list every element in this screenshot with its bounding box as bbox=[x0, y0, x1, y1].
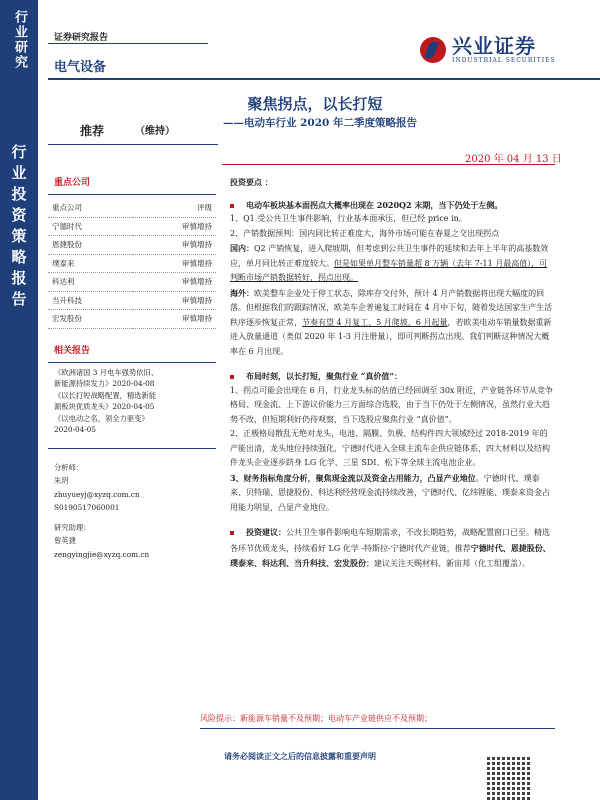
key-companies-table bbox=[48, 199, 216, 329]
related-line: 《欧洲诸国 3 月电车强势依旧、 bbox=[54, 367, 159, 377]
point-1-text: 电动车板块基本面拐点大概率出现在 2020Q2 末期，当下仍处于左侧。 bbox=[246, 199, 503, 210]
company-rating: 审慎增持 bbox=[132, 273, 216, 292]
advice-text: 公共卫生事件影响电车短期需求，不改长期趋势，战略配置窗口已至。精选各环节优质龙头，持续看好 LG 化学 -特斯拉-宁德时代产业链，推荐 bbox=[230, 528, 550, 553]
sector-label: 电气设备 bbox=[54, 60, 107, 75]
report-type-label: 证券研究报告 bbox=[54, 33, 109, 43]
company-rating: 审慎增持 bbox=[132, 254, 216, 273]
rating-label: 推荐 bbox=[80, 124, 105, 138]
header-divider bbox=[48, 43, 208, 44]
table-header-row bbox=[48, 199, 216, 217]
advice-recommended: 宁德时代、恩捷股份、璞泰来、科达利、当升科技、宏发股份 bbox=[230, 542, 551, 568]
assistant-email: zengyingjie@xyzq.com.cn bbox=[54, 549, 150, 559]
main-content bbox=[230, 175, 555, 572]
rating-divider bbox=[48, 144, 218, 145]
logo-mark-icon bbox=[420, 37, 446, 63]
para-domestic bbox=[230, 241, 555, 286]
risk-divider bbox=[200, 728, 555, 729]
point-2-text: 布局时刻，以长打短，聚焦行业 “真价值”： bbox=[246, 371, 402, 381]
company-rating: 审慎增持 bbox=[132, 310, 216, 329]
advice-text-end: ；建议关注天赐材料、新宙邦（化工组覆盖）。 bbox=[366, 559, 530, 568]
related-reports-divider bbox=[48, 362, 216, 363]
analyst-label: 分析师： bbox=[54, 462, 84, 472]
investment-advice bbox=[230, 525, 555, 572]
investment-points-heading: 投资要点 ： bbox=[230, 177, 273, 187]
related-line: 《以长打短战略配置，精选新能 bbox=[54, 390, 157, 400]
company-name: 当升科技 bbox=[48, 291, 132, 310]
related-line: 《以电动之名，领全力驱变》 bbox=[54, 413, 149, 423]
analyst-divider bbox=[48, 448, 216, 449]
company-rating: 审慎增持 bbox=[132, 291, 216, 310]
para-q1: 1、拐点可能会出现在 6 月，行业龙头标的估值已经回调至 30x 附近，产业链各环节从竞争格局、现金流、上下游议价能力三方面综合选股，由于当下仍处于左侧情况，虽然行业大趋势不改，但短期利好仍待观察，当下选股应聚焦行业 “真价值”。 bbox=[230, 385, 554, 424]
related-reports-list bbox=[48, 367, 216, 436]
company-rating: 审慎增持 bbox=[132, 236, 216, 255]
table-row bbox=[48, 310, 216, 329]
q3-bold: 3、财务指标角度分析，聚焦现金流以及资金占用能力，凸显产业地位 bbox=[230, 472, 476, 483]
analyst-license: S0190517060001 bbox=[54, 503, 120, 512]
related-line: 源板块优质龙头》2020-04-05 bbox=[54, 402, 155, 411]
overseas-text: 欧美整车企业处于停工状态，除库存交付外，预计 4 月产销数据将出现大幅度的回落。但根据我们的跟踪情况，欧美车企普遍复工时间在 4 月中下旬，随着发达国家生产生活秩序逐步恢复正常， bbox=[230, 288, 553, 327]
para-2: 2、产销数据预判：国内同比转正难度大，海外市场可能在春夏之交出现拐点 bbox=[230, 228, 500, 238]
rating-status: （维持） bbox=[135, 126, 175, 137]
assistant-name: 曾英捷 bbox=[54, 536, 76, 545]
company-name: 璞泰来 bbox=[48, 254, 132, 273]
header-rule bbox=[48, 78, 600, 80]
overseas-text-end: ，若欧美电动车销量数据重新进入放量通道（类似 2020 年 1-3 月注册量），即可判断拐点出现。我们判断这种情况大概率在 6 月出现。 bbox=[230, 317, 552, 356]
key-companies-divider bbox=[48, 194, 216, 195]
report-subtitle: ——电动车行业 2020 年二季度策略报告 bbox=[222, 117, 418, 129]
overseas-underlined: 节奏有望 4 月复工、5 月爬坡、6 月起量 bbox=[302, 317, 448, 327]
company-name: 恩捷股份 bbox=[48, 236, 132, 255]
analyst-name: 朱玥 bbox=[54, 476, 69, 485]
related-reports bbox=[48, 343, 216, 436]
domestic-label: 国内： bbox=[230, 243, 254, 253]
logo-name-cn: 兴业证券 bbox=[452, 34, 536, 58]
q3-text: 。宁德时代、璞泰来、贝特瑞、恩捷股份、科达利经营现金流持续改善，宁德时代、亿纬锂能、璞泰来资金占用能力明显，凸显产业地位。 bbox=[230, 473, 550, 512]
para-overseas bbox=[230, 286, 555, 360]
table-header-rating: 评级 bbox=[132, 199, 216, 217]
advice-label: 投资建议： bbox=[246, 527, 286, 537]
assistant-label: 研究助理： bbox=[54, 522, 91, 532]
table-row bbox=[48, 273, 216, 292]
report-date: 2020 年 04 月 13 日 bbox=[465, 154, 562, 165]
table-row bbox=[48, 217, 216, 236]
related-line: 2020-04-05 bbox=[54, 425, 97, 434]
logo-name-en: INDUSTRIAL SECURITIES bbox=[452, 57, 556, 64]
para-q3 bbox=[230, 471, 555, 516]
sidebar-report-type: 行业投资策略报告 bbox=[9, 143, 28, 312]
company-rating: 审慎增持 bbox=[132, 217, 216, 236]
company-name: 宏发股份 bbox=[48, 310, 132, 329]
table-row bbox=[48, 254, 216, 273]
report-title: 聚焦拐点，以长打短 bbox=[247, 95, 383, 113]
bullet-square-icon bbox=[230, 531, 234, 535]
analyst-email: zhuyueyj@xyzq.com.cn bbox=[54, 489, 140, 499]
bullet-square-icon bbox=[230, 204, 234, 208]
qr-code-icon bbox=[487, 756, 531, 800]
overseas-label: 海外： bbox=[230, 287, 254, 298]
left-column bbox=[48, 175, 216, 561]
related-line: 新能源持续发力》2020-04-08 bbox=[54, 379, 155, 388]
bullet-square-icon bbox=[230, 375, 234, 379]
domestic-text: Q2 产销恢复，进入爬坡期，但考虑到公共卫生事件的延续和去年上半年的高基数效应，单月同比转正难度较大。 bbox=[230, 244, 549, 268]
point-1-title bbox=[230, 198, 555, 213]
analyst-info bbox=[48, 461, 216, 562]
footer-disclaimer: 请务必阅读正文之后的信息披露和重要声明 bbox=[224, 751, 376, 761]
key-companies-heading: 重点公司 bbox=[54, 178, 91, 188]
company-name: 科达利 bbox=[48, 273, 132, 292]
sidebar-top-label: 行业研究 bbox=[0, 0, 38, 80]
table-row bbox=[48, 236, 216, 255]
date-divider bbox=[222, 164, 555, 165]
related-reports-heading: 相关报告 bbox=[54, 345, 91, 356]
company-name: 宁德时代 bbox=[48, 217, 132, 236]
para-q2: 2、正极格局散乱无绝对龙头，电池、隔膜、负极、结构件四大领域经过 2018-2019 年的产能出清，龙头地位持续强化，宁德时代进入全球主流车企供应链体系，四大材料以及结构件龙头企业逐步跻身 LG 化学、三星 SDI、松下等全球主流电池企业。 bbox=[230, 429, 550, 467]
para-1: 1、Q1 受公共卫生事件影响，行业基本面承压，但已经 price in。 bbox=[230, 214, 467, 223]
company-logo bbox=[420, 35, 556, 64]
table-header-name: 重点公司 bbox=[48, 199, 132, 217]
point-2-title bbox=[230, 369, 555, 384]
domestic-underlined: 但是如果单月整车销量超 8 万辆（去年 7-11 月最高值），可判断市场产销数据转好，拐点出现。 bbox=[230, 258, 548, 282]
risk-warning: 风险提示：新能源车销量不及预期；电动车产业链供应不及预期； bbox=[200, 714, 432, 723]
table-row bbox=[48, 291, 216, 310]
